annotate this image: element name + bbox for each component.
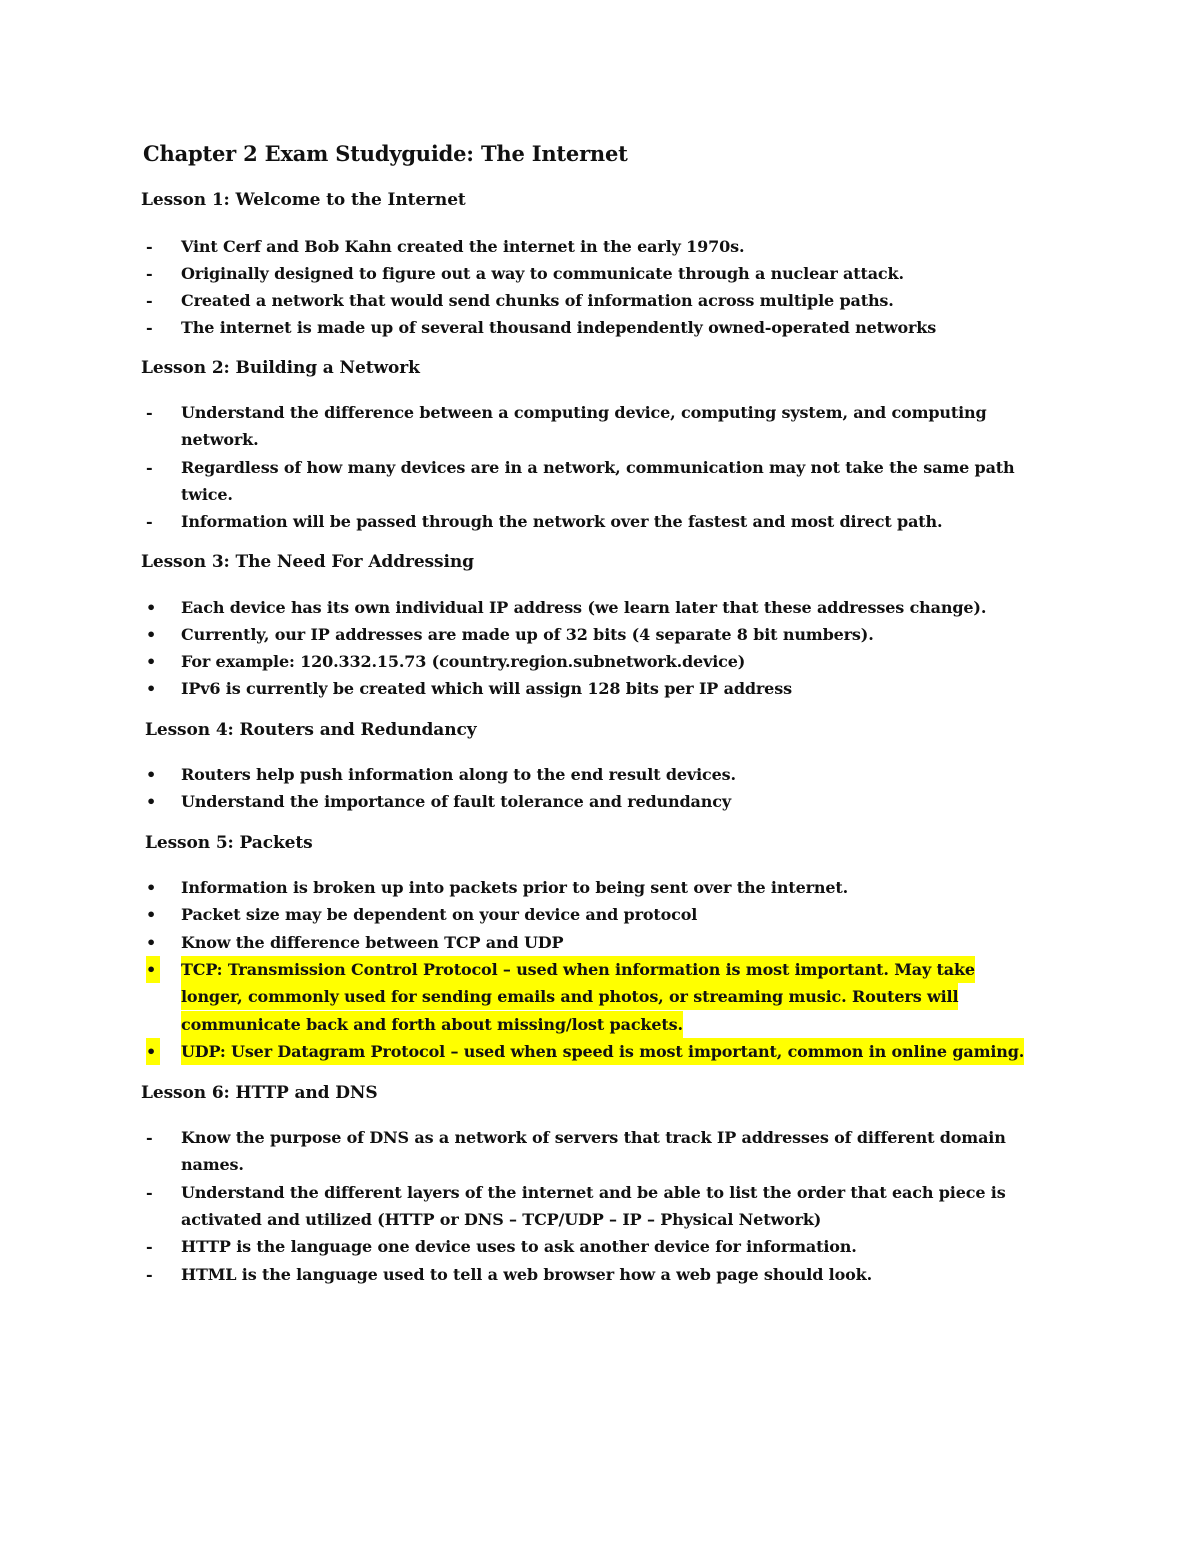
list-item-text: Know the difference between TCP and UDP — [181, 933, 564, 952]
list-item — [0, 761, 1200, 788]
list-item-text: Packet size may be dependent on your device and protocol — [181, 905, 698, 924]
list-item — [0, 594, 1200, 621]
document-title: Chapter 2 Exam Studyguide: The Internet — [143, 141, 628, 166]
list-item-text: Understand the importance of fault tolerance and redundancy — [181, 792, 731, 811]
list-item-text: Information will be passed through the network over the fastest and most direct path. — [181, 512, 943, 531]
list-item-text: Regardless of how many devices are in a network, communication may not take the same path — [181, 458, 1015, 477]
list-item — [0, 675, 1200, 702]
list-item-text: Routers help push information along to the end result devices. — [181, 765, 736, 784]
section-heading: Lesson 5: Packets — [145, 833, 313, 853]
list-item — [0, 1233, 1200, 1260]
list-item — [0, 1038, 1200, 1065]
bullet-marker: • — [146, 679, 157, 698]
bullet-marker: - — [146, 1128, 153, 1147]
list-item — [0, 956, 1200, 983]
list-item — [0, 901, 1200, 928]
list-item — [0, 399, 1200, 426]
list-item — [0, 1151, 1200, 1178]
list-item-text: names. — [181, 1155, 244, 1174]
list-item — [0, 983, 1200, 1010]
bullet-marker: - — [146, 458, 153, 477]
list-item — [0, 481, 1200, 508]
list-item — [0, 648, 1200, 675]
list-item — [0, 874, 1200, 901]
bullet-marker: • — [146, 905, 157, 924]
bullet-marker: - — [146, 1265, 153, 1284]
list-item — [0, 1261, 1200, 1288]
list-item-text: communicate back and forth about missing/lost packets. — [181, 1011, 683, 1038]
list-item-text: HTTP is the language one device uses to ask another device for information. — [181, 1237, 857, 1256]
list-item — [0, 1124, 1200, 1151]
bullet-marker: - — [146, 318, 153, 337]
list-item-text: Each device has its own individual IP address (we learn later that these addresses change). — [181, 598, 987, 617]
list-item-text: network. — [181, 430, 259, 449]
list-item-text: Created a network that would send chunks of information across multiple paths. — [181, 291, 894, 310]
list-item-text: HTML is the language used to tell a web browser how a web page should look. — [181, 1265, 872, 1284]
bullet-marker: - — [146, 1183, 153, 1202]
list-item-text: longer, commonly used for sending emails and photos, or streaming music. Routers will — [181, 983, 958, 1010]
bullet-marker: • — [146, 598, 157, 617]
list-item-text: twice. — [181, 485, 233, 504]
list-item-text: Understand the different layers of the internet and be able to list the order that each piece is — [181, 1183, 1006, 1202]
bullet-marker: • — [146, 652, 157, 671]
bullet-marker: • — [146, 956, 160, 983]
section-heading: Lesson 4: Routers and Redundancy — [145, 720, 477, 740]
bullet-marker: - — [146, 1237, 153, 1256]
list-item — [0, 1179, 1200, 1206]
bullet-marker: • — [146, 625, 157, 644]
list-item — [0, 233, 1200, 260]
list-item-text: Information is broken up into packets prior to being sent over the internet. — [181, 878, 849, 897]
list-item-text: Originally designed to figure out a way to communicate through a nuclear attack. — [181, 264, 904, 283]
bullet-marker: - — [146, 237, 153, 256]
bullet-marker: - — [146, 264, 153, 283]
bullet-marker: • — [146, 878, 157, 897]
list-item-text: Understand the difference between a computing device, computing system, and computing — [181, 403, 987, 422]
list-item — [0, 426, 1200, 453]
list-item-text: UDP: User Datagram Protocol – used when speed is most important, common in online gaming. — [181, 1038, 1024, 1065]
list-item-text: For example: 120.332.15.73 (country.region.subnetwork.device) — [181, 652, 746, 671]
bullet-marker: • — [146, 933, 157, 952]
list-item-text: Vint Cerf and Bob Kahn created the internet in the early 1970s. — [181, 237, 745, 256]
section-heading: Lesson 2: Building a Network — [141, 358, 420, 378]
list-item — [0, 454, 1200, 481]
list-item-text: activated and utilized (HTTP or DNS – TCP/UDP – IP – Physical Network) — [181, 1210, 822, 1229]
list-item — [0, 621, 1200, 648]
list-item-text: Currently, our IP addresses are made up of 32 bits (4 separate 8 bit numbers). — [181, 625, 874, 644]
list-item — [0, 508, 1200, 535]
list-item — [0, 314, 1200, 341]
list-item-text: TCP: Transmission Control Protocol – used when information is most important. May take — [181, 956, 975, 983]
bullet-marker: • — [146, 765, 157, 784]
list-item — [0, 788, 1200, 815]
bullet-marker: - — [146, 291, 153, 310]
list-item — [0, 929, 1200, 956]
bullet-marker: - — [146, 512, 153, 531]
list-item-text: Know the purpose of DNS as a network of servers that track IP addresses of different domain — [181, 1128, 1006, 1147]
section-heading: Lesson 6: HTTP and DNS — [141, 1083, 378, 1103]
list-item — [0, 287, 1200, 314]
list-item-text: IPv6 is currently be created which will assign 128 bits per IP address — [181, 679, 792, 698]
list-item — [0, 1206, 1200, 1233]
list-item — [0, 1011, 1200, 1038]
section-heading: Lesson 3: The Need For Addressing — [141, 552, 474, 572]
bullet-marker: • — [146, 792, 157, 811]
bullet-marker: - — [146, 403, 153, 422]
list-item — [0, 260, 1200, 287]
list-item-text: The internet is made up of several thousand independently owned-operated networks — [181, 318, 937, 337]
section-heading: Lesson 1: Welcome to the Internet — [141, 190, 466, 210]
bullet-marker: • — [146, 1038, 160, 1065]
